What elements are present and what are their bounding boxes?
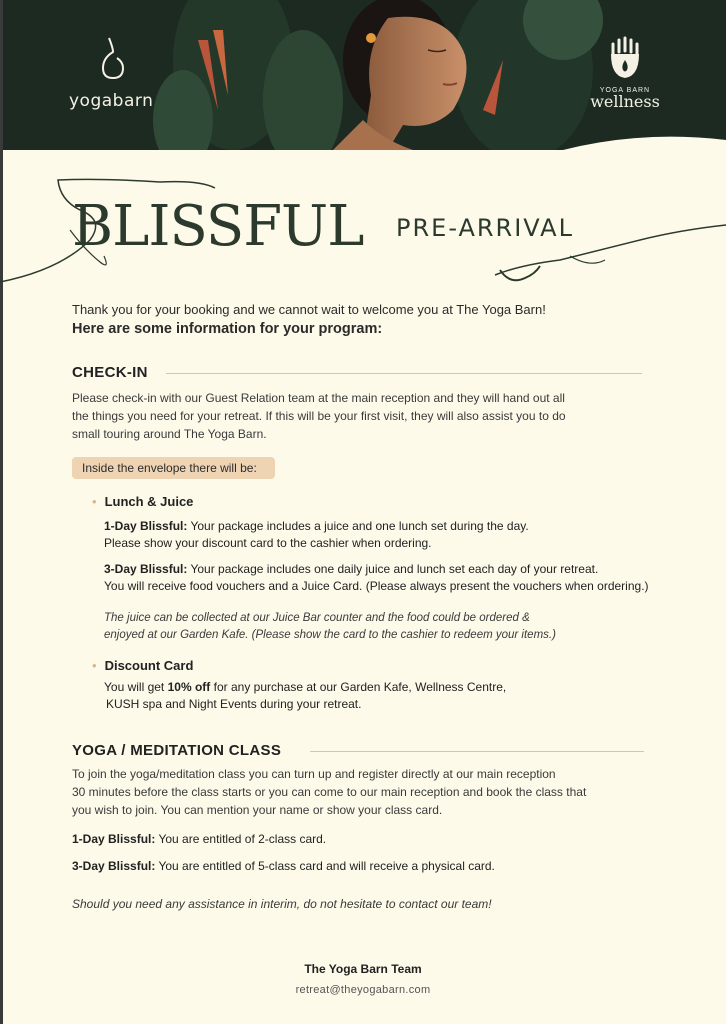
left-edge-rule [0, 0, 3, 1024]
yoga-one-day-label: 1-Day Blissful: [72, 832, 156, 846]
yogabarn-logo [69, 36, 154, 111]
juice-note [104, 610, 684, 644]
title-area [0, 170, 726, 290]
discount-post: for any purchase at our Garden Kafe, Wellness Centre, [210, 680, 507, 694]
three-day-text2: You will receive food vouchers and a Juice Card. (Please always present the vouchers when ordering.) [104, 579, 649, 593]
checkin-divider [166, 373, 642, 374]
juice-note-line: enjoyed at our Garden Kafe. (Please show the card to the cashier to redeem your items.) [104, 629, 556, 641]
discount-title: Discount Card [104, 658, 194, 673]
footer-team: The Yoga Barn Team [304, 962, 422, 976]
bullet-icon: • [92, 494, 97, 509]
hamsa-hand-icon [605, 36, 645, 80]
checkin-line: the things you need for your retreat. If this will be your first visit, they will also assist you to do [72, 409, 566, 423]
yoga-line: To join the yoga/meditation class you can turn up and register directly at our main reception [72, 767, 556, 781]
envelope-label: Inside the envelope there will be: [72, 457, 275, 479]
wellness-logo [587, 36, 663, 110]
checkin-line: Please check-in with our Guest Relation team at the main reception and they will hand out all [72, 391, 565, 405]
checkin-heading: CHECK-IN [72, 364, 148, 381]
drop-logo-icon [89, 36, 129, 86]
yoga-line: you wish to join. You can mention your name or show your class card. [72, 803, 443, 817]
three-day-label: 3-Day Blissful: [104, 562, 188, 576]
one-day-label: 1-Day Blissful: [104, 519, 188, 533]
header-banner [3, 0, 726, 150]
yoga-three-day-text: You are entitled of 5-class card and will receive a physical card. [155, 859, 495, 873]
yoga-three-day [72, 857, 652, 875]
yoga-three-day-label: 3-Day Blissful: [72, 859, 156, 873]
intro [72, 300, 672, 339]
yoga-paragraph [72, 765, 652, 819]
intro-thanks: Thank you for your booking and we cannot wait to welcome you at The Yoga Barn! [72, 302, 546, 317]
yoga-one-day-text: You are entitled of 2-class card. [155, 832, 327, 846]
yoga-heading: YOGA / MEDITATION CLASS [72, 742, 282, 759]
checkin-paragraph [72, 389, 652, 443]
bullet-icon: • [92, 658, 97, 673]
discount-percent: 10% off [167, 680, 211, 694]
yoga-divider [310, 751, 644, 752]
logo-right-big: wellness [590, 92, 660, 111]
lunch-three-day [104, 561, 694, 595]
lunch-juice-item [92, 494, 193, 509]
checkin-line: small touring around The Yoga Barn. [72, 427, 267, 441]
intro-info: Here are some information for your program: [72, 321, 383, 337]
logo-right-small: YOGA BARN [599, 87, 651, 94]
discount-pre: You will get [104, 680, 168, 694]
discount-text2: KUSH spa and Night Events during your retreat. [106, 697, 362, 711]
lunch-juice-title: Lunch & Juice [104, 494, 194, 509]
discount-text [104, 679, 694, 713]
one-day-text: Your package includes a juice and one lunch set during the day. [187, 519, 529, 533]
one-day-text2: Please show your discount card to the cashier when ordering. [104, 536, 432, 550]
yoga-line: 30 minutes before the class starts or you can come to our main reception and book the class that [72, 785, 587, 799]
lunch-one-day [104, 518, 694, 552]
assistance-note: Should you need any assistance in interim, do not hesitate to contact our team! [72, 897, 492, 911]
logo-left-word: yogabarn [69, 91, 154, 111]
title-blissful: BLISSFUL [72, 194, 364, 259]
discount-card-item [92, 658, 193, 673]
yoga-one-day [72, 830, 652, 848]
three-day-text: Your package includes one daily juice and lunch set each day of your retreat. [187, 562, 599, 576]
title-pre-arrival: PRE-ARRIVAL [396, 214, 574, 242]
juice-note-line: The juice can be collected at our Juice Bar counter and the food could be ordered & [104, 612, 530, 624]
footer-email[interactable]: retreat@theyogabarn.com [295, 984, 431, 996]
